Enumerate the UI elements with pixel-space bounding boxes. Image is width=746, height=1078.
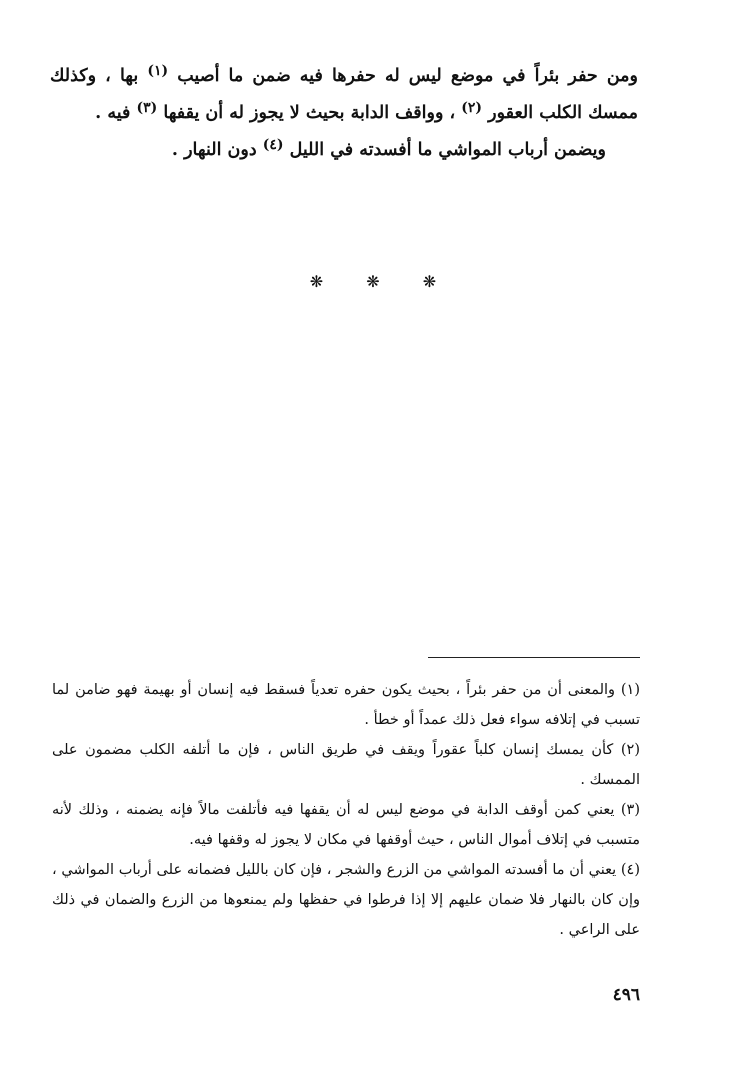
footnote-divider <box>428 657 640 658</box>
asterism-star-icon: ❋ <box>422 272 437 291</box>
footnote-4: (٤) يعني أن ما أفسدته المواشي من الزرع والشجر ، فإن كان بالليل فضمانه على أرباب المواشي ، وإن كان بالنهار فلا ضمان عليهم إلا إذا فرطوا في حفظها ولم يمنعوها من الزرع والضمان في ذلك على الراعي . <box>52 862 640 938</box>
main-paragraph-2 <box>50 132 638 169</box>
footnote-3: (٣) يعني كمن أوقف الدابة في موضع ليس له أن يقفها فيه فأتلفت مالاً فإنه يضمنه ، وذلك لأنه متسبب في إتلاف أموال الناس ، حيث أوقفها في مكان لا يجوز له وقفها فيه. <box>52 802 640 848</box>
main-text-segment: ويضمن أرباب المواشي ما أفسدته في الليل <box>289 140 606 160</box>
main-text <box>50 58 638 169</box>
main-paragraph-1 <box>50 58 638 132</box>
asterism-star-icon: ❋ <box>366 272 380 291</box>
footnote-marker-3: (٣) <box>136 100 158 116</box>
footnote-1: (١) والمعنى أن من حفر بئراً ، بحيث يكون حفره تعدياً فسقط فيه إنسان أو بهيمة فهو ضامن لما تسبب في إتلافه سواء فعل ذلك عمداً أو خطأ . <box>52 682 640 728</box>
footnote-marker-1: (١) <box>147 63 169 79</box>
main-text-segment: ، وواقف الدابة بحيث لا يجوز له أن يقفها <box>163 103 456 123</box>
main-text-segment: دون النهار . <box>171 140 257 160</box>
asterism-star-icon: ❋ <box>309 272 324 291</box>
footnote-marker-2: (٢) <box>461 100 483 116</box>
footnote-2: (٢) كأن يمسك إنسان كلباً عقوراً ويقف في طريق الناس ، فإن ما أتلفه الكلب مضمون على الممسك . <box>52 742 640 788</box>
main-text-segment: بها ، وكذلك ممسك الكلب العقور <box>50 66 638 123</box>
main-text-segment: فيه . <box>95 103 131 123</box>
footnotes <box>52 675 640 945</box>
section-separator <box>0 272 746 291</box>
footnote-marker-4: (٤) <box>262 137 284 153</box>
page-number: ٤٩٦ <box>612 985 640 1005</box>
main-text-segment: ومن حفر بئراً في موضع ليس له حفرها فيه ضمن ما أصيب <box>177 66 639 86</box>
